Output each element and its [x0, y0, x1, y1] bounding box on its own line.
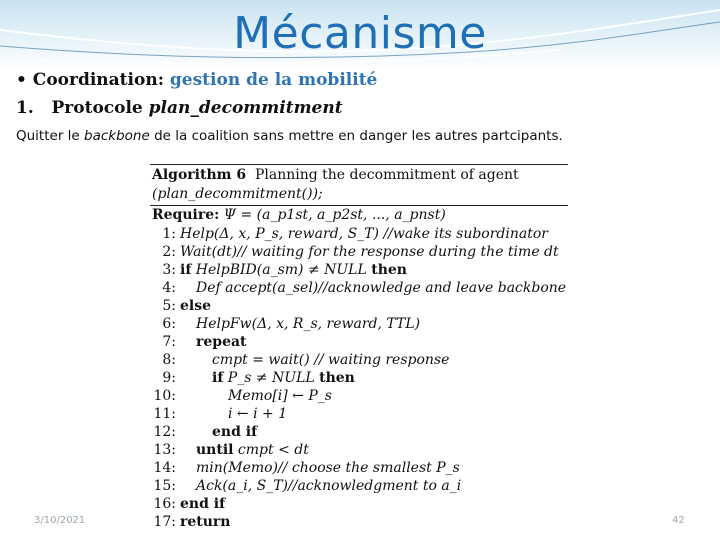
keyword: if [180, 262, 192, 278]
line-text: Memo[i] ← P_s [228, 388, 332, 404]
keyword: repeat [196, 334, 247, 350]
algorithm-line [150, 262, 407, 280]
slide-title: Mécanisme [233, 8, 487, 59]
line-code [212, 370, 355, 386]
line-text: i ← i + 1 [228, 406, 288, 422]
line-code [228, 406, 287, 422]
algorithm-figure [150, 162, 568, 538]
algorithm-line [150, 226, 548, 244]
algorithm-line [150, 388, 332, 406]
desc-emphasis: backbone [84, 128, 150, 144]
line-code [180, 226, 548, 242]
keyword: else [180, 298, 212, 314]
algorithm-line [150, 478, 462, 496]
algorithm-top-rule [150, 164, 568, 165]
footer-date: 3/10/2021 [34, 515, 86, 526]
algorithm-line [150, 406, 288, 424]
desc-text-start: Quitter le [16, 128, 85, 144]
keyword: until [196, 442, 234, 458]
line-text: HelpFw(Δ, x, R_s, reward, TTL) [196, 316, 421, 332]
line-text: Ack(a_i, S_T)//acknowledgment to a_i [196, 478, 462, 494]
line-number: 10: [153, 388, 176, 404]
line-text: cmpt < dt [233, 442, 309, 458]
line-text: cmpt = wait() // waiting response [212, 352, 450, 368]
algorithm-caption-name: (plan_decommitment()); [152, 186, 323, 202]
algorithm-caption-text: Planning the decommitment of agent [254, 167, 519, 183]
algorithm-line [150, 244, 559, 262]
line-number: 14: [153, 460, 176, 476]
line-number: 9: [162, 370, 176, 386]
line-code [196, 442, 309, 458]
keyword: then [371, 262, 407, 278]
bullet-text: gestion de la mobilité [169, 70, 378, 90]
desc-text-end: de la coalition sans mettre en danger les autres partcipants. [149, 128, 563, 144]
algorithm-line [150, 370, 355, 388]
keyword: end if [212, 424, 258, 440]
line-code [196, 334, 247, 350]
algorithm-line [150, 334, 247, 352]
footer-page-number: 42 [672, 515, 685, 526]
bullet-marker: • [16, 70, 27, 90]
protocol-item [16, 98, 343, 118]
line-text: P_s ≠ NULL [223, 370, 320, 386]
line-code [180, 496, 225, 512]
line-number: 5: [162, 298, 176, 314]
line-number: 8: [162, 352, 176, 368]
line-number: 3: [162, 262, 176, 278]
keyword: end if [180, 496, 226, 512]
item-number: 1. [16, 98, 34, 118]
coordination-bullet [16, 70, 377, 90]
line-code [196, 478, 461, 494]
line-code [228, 388, 332, 404]
algorithm-line [150, 298, 212, 316]
bullet-label: Coordination: [32, 70, 164, 90]
line-number: 6: [162, 316, 176, 332]
line-number: 2: [162, 244, 176, 260]
line-code [180, 298, 211, 314]
line-code [196, 280, 566, 296]
line-code [180, 244, 559, 260]
line-code [196, 316, 420, 332]
line-number: 15: [153, 478, 176, 494]
algorithm-header-rule [150, 205, 568, 206]
line-text: min(Memo)// choose the smallest P_s [196, 460, 460, 476]
line-code [212, 424, 257, 440]
line-number: 1: [162, 226, 176, 242]
line-number: 12: [153, 424, 176, 440]
line-code [180, 514, 230, 530]
require-label: Require: [152, 207, 220, 223]
line-text: Def accept(a_sel)//acknowledge and leave backbone [196, 280, 567, 296]
line-number: 13: [153, 442, 176, 458]
algorithm-line [150, 280, 567, 298]
line-code [180, 262, 407, 278]
require-text: Ψ = (a_p1st, a_p2st, ..., a_pnst) [223, 207, 446, 223]
algorithm-caption [152, 167, 566, 183]
line-number: 16: [153, 496, 176, 512]
item-label: Protocole [51, 98, 143, 118]
line-text: Help(Δ, x, P_s, reward, S_T) //wake its subordinator [180, 226, 548, 242]
line-text: Wait(dt)// waiting for the response during the time dt [180, 244, 559, 260]
algorithm-line [150, 424, 258, 442]
line-number: 17: [153, 514, 176, 530]
algorithm-line [150, 442, 309, 460]
keyword: return [180, 514, 231, 530]
line-text: HelpBID(a_sm) ≠ NULL [191, 262, 372, 278]
line-number: 11: [153, 406, 176, 422]
keyword: if [212, 370, 224, 386]
line-code [212, 352, 449, 368]
algorithm-line [150, 496, 226, 514]
algorithm-line [150, 460, 460, 478]
algorithm-line [150, 514, 231, 532]
algorithm-require [152, 207, 446, 223]
line-number: 7: [162, 334, 176, 350]
algorithm-line [150, 352, 450, 370]
algorithm-caption-label: Algorithm 6 [152, 167, 247, 183]
item-name: plan_decommitment [148, 98, 343, 118]
algorithm-line [150, 316, 421, 334]
description [16, 128, 563, 144]
keyword: then [319, 370, 355, 386]
line-code [196, 460, 460, 476]
line-number: 4: [162, 280, 176, 296]
